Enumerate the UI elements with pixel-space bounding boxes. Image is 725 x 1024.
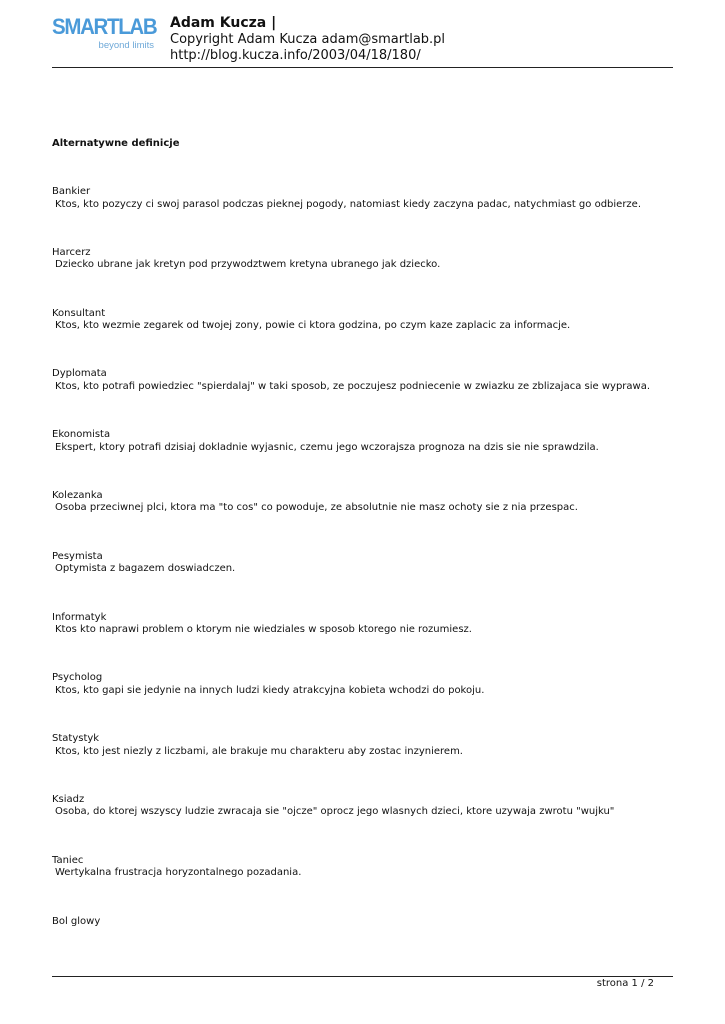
- list-item: [52, 368, 692, 429]
- page-header: [170, 15, 445, 64]
- entry-term: Ksiadz: [52, 793, 85, 805]
- entry-term: Ekonomista: [52, 429, 111, 441]
- entry-definition: Osoba, do ktorej wszyscy ludzie zwracaja sie "ojcze" oprocz jego wlasnych dzieci, ktore uzywaja zwrotu "wujku": [55, 806, 615, 818]
- entry-definition: Ktos, kto gapi sie jedynie na innych ludzi kiedy atrakcyjna kobieta wchodzi do pokoju.: [55, 684, 485, 696]
- entry-term: Harcerz: [52, 246, 91, 258]
- page-title: Adam Kucza |: [170, 15, 277, 31]
- entry-term: Dyplomata: [52, 368, 107, 380]
- header-divider: [52, 67, 673, 68]
- entry-definition: Ekspert, ktory potrafi dzisiaj dokladnie wyjasnic, czemu jego wczorajsza prognoza na dzis sie nie sprawdzila.: [55, 441, 599, 453]
- list-item: [52, 490, 692, 551]
- smartlab-logo: [52, 14, 156, 52]
- list-item: [52, 612, 692, 673]
- entry-definition: Ktos, kto pozyczy ci swoj parasol podczas pieknej pogody, natomiast kiedy zaczyna padac, natychmiast go odbierze.: [55, 198, 642, 210]
- entry-definition: Osoba przeciwnej plci, ktora ma "to cos" co powoduje, ze absolutnie nie masz ochoty sie z nia przespac.: [55, 502, 578, 514]
- entry-definition: Ktos, kto jest niezly z liczbami, ale brakuje mu charakteru aby zostac inzynierem.: [55, 745, 463, 757]
- list-item: [52, 733, 692, 794]
- list-item: [52, 916, 692, 977]
- entry-term: Informatyk: [52, 611, 107, 623]
- entry-definition: Optymista z bagazem doswiadczen.: [55, 563, 236, 575]
- definition-list: [52, 186, 692, 976]
- list-item: [52, 794, 692, 855]
- entry-definition: Ktos, kto wezmie zegarek od twojej zony, powie ci ktora godzina, po czym kaze zaplacic za informacje.: [55, 320, 571, 332]
- entry-definition: Ktos, kto potrafi powiedziec "spierdalaj" w taki sposob, ze poczujesz podniecenie w zwiazku ze zblizajaca sie wyprawa.: [55, 380, 651, 392]
- entry-term: Bankier: [52, 186, 91, 197]
- section-heading: Alternatywne definicje: [52, 138, 180, 149]
- entry-term: Statystyk: [52, 733, 100, 745]
- entry-term: Taniec: [52, 854, 84, 866]
- entry-term: Kolezanka: [52, 489, 103, 501]
- list-item: [52, 672, 692, 733]
- logo-tagline: beyond limits: [98, 40, 154, 51]
- entry-term: Psycholog: [52, 672, 103, 684]
- page-number: strona 1 / 2: [596, 978, 654, 989]
- entry-term: Konsultant: [52, 307, 106, 319]
- list-item: [52, 308, 692, 369]
- entry-definition: Ktos kto naprawi problem o ktorym nie wiedziales w sposob ktorego nie rozumiesz.: [55, 624, 472, 636]
- entry-term: Pesymista: [52, 550, 103, 562]
- list-item: [52, 551, 692, 612]
- source-url: http://blog.kucza.info/2003/04/18/180/: [170, 48, 421, 63]
- entry-definition: Wertykalna frustracja horyzontalnego pozadania.: [55, 867, 302, 879]
- list-item: [52, 247, 692, 308]
- copyright-line: Copyright Adam Kucza adam@smartlab.pl: [170, 32, 446, 47]
- list-item: [52, 429, 692, 490]
- footer-divider: [52, 976, 673, 977]
- list-item: [52, 186, 692, 247]
- entry-term: Bol glowy: [52, 915, 101, 927]
- list-item: [52, 855, 692, 916]
- entry-definition: Dziecko ubrane jak kretyn pod przywodztwem kretyna ubranego jak dziecko.: [55, 259, 441, 271]
- logo-wordmark: SMARTLAB: [52, 14, 157, 39]
